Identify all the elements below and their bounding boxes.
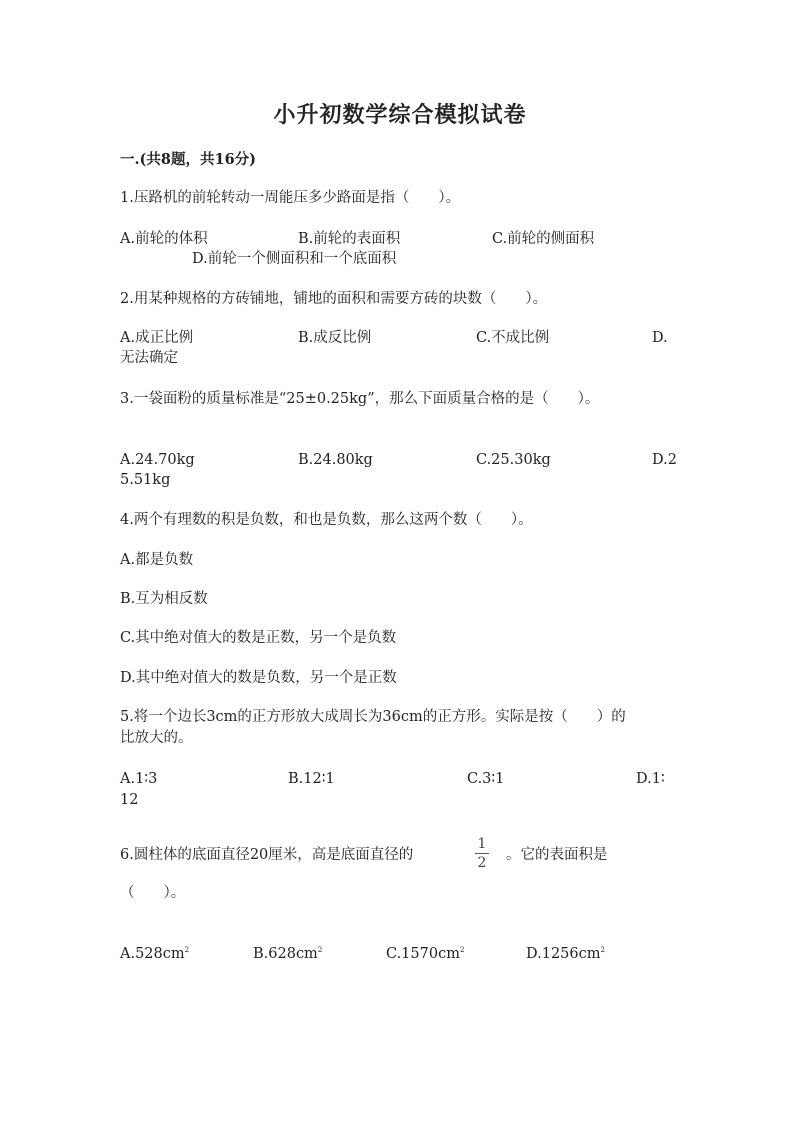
question-1-option-a: A.前轮的体积 [120, 231, 208, 247]
question-3-stem: 3.一袋面粉的质量标准是“25±0.25kg”，那么下面质量合格的是（ ）。 [120, 391, 600, 407]
question-4-option-b: B.互为相反数 [120, 591, 208, 607]
question-2-option-c: C.不成比例 [476, 330, 550, 346]
question-6-option-c-text: C.1570cm [386, 945, 460, 962]
question-5-option-a: A.1∶3 [120, 771, 158, 787]
section-heading: 一.(共8题，共16分) [120, 151, 257, 168]
question-3-option-d: D.2 [652, 452, 677, 468]
question-2-option-d-cont: 无法确定 [120, 350, 178, 366]
question-2-option-a: A.成正比例 [120, 330, 194, 346]
question-6-option-d [526, 940, 605, 964]
question-1-option-c: C.前轮的侧面积 [492, 231, 595, 247]
question-2-option-b: B.成反比例 [298, 330, 372, 346]
question-3-option-d-cont: 5.51kg [120, 472, 171, 488]
question-4-option-c: C.其中绝对值大的数是正数，另一个是负数 [120, 630, 397, 646]
question-6-stem: 6.圆柱体的底面直径20厘米，高是底面直径的 [120, 847, 414, 863]
question-3-option-a: A.24.70kg [120, 452, 195, 468]
question-6-option-b [253, 940, 322, 964]
question-6-stem-cont: （ ）。 [120, 885, 186, 901]
question-1-option-b: B.前轮的表面积 [298, 231, 401, 247]
question-3-option-b: B.24.80kg [298, 452, 373, 468]
question-4-stem: 4.两个有理数的积是负数，和也是负数，那么这两个数（ ）。 [120, 512, 533, 528]
question-6-option-a [120, 940, 189, 964]
exam-title: 小升初数学综合模拟试卷 [273, 102, 527, 128]
question-6-option-a-text: A.528cm [120, 945, 185, 962]
question-5-option-c: C.3∶1 [467, 771, 505, 787]
question-1-stem: 1.压路机的前轮转动一周能压多少路面是指（ ）。 [120, 190, 461, 206]
question-5-option-d-cont: 12 [120, 792, 139, 808]
question-4-option-a: A.都是负数 [120, 552, 194, 568]
question-5-stem: 5.将一个边长3cm的正方形放大成周长为36cm的正方形。实际是按（ ）的 [120, 709, 626, 725]
question-6-option-c [386, 940, 464, 964]
fraction-denominator: 2 [477, 855, 487, 871]
fraction-one-half [472, 836, 492, 871]
unit-superscript: 2 [184, 946, 190, 954]
question-2-option-d: D. [652, 330, 668, 346]
unit-superscript: 2 [317, 946, 323, 954]
question-5-option-b: B.12∶1 [288, 771, 335, 787]
question-6-stem-after: 。它的表面积是 [506, 847, 608, 863]
fraction-numerator: 1 [477, 836, 487, 852]
unit-superscript: 2 [459, 946, 465, 954]
fraction-bar [475, 853, 489, 854]
question-6-option-d-text: D.1256cm [526, 945, 601, 962]
question-4-option-d: D.其中绝对值大的数是负数，另一个是正数 [120, 670, 397, 686]
question-5-option-d: D.1∶ [636, 771, 665, 787]
question-3-option-c: C.25.30kg [476, 452, 551, 468]
question-1-option-d: D.前轮一个侧面积和一个底面积 [192, 251, 397, 267]
question-5-stem-cont: 比放大的。 [120, 730, 193, 746]
unit-superscript: 2 [600, 946, 605, 954]
question-6-option-b-text: B.628cm [253, 945, 318, 962]
question-2-stem: 2.用某种规格的方砖铺地，铺地的面积和需要方砖的块数（ ）。 [120, 291, 548, 307]
